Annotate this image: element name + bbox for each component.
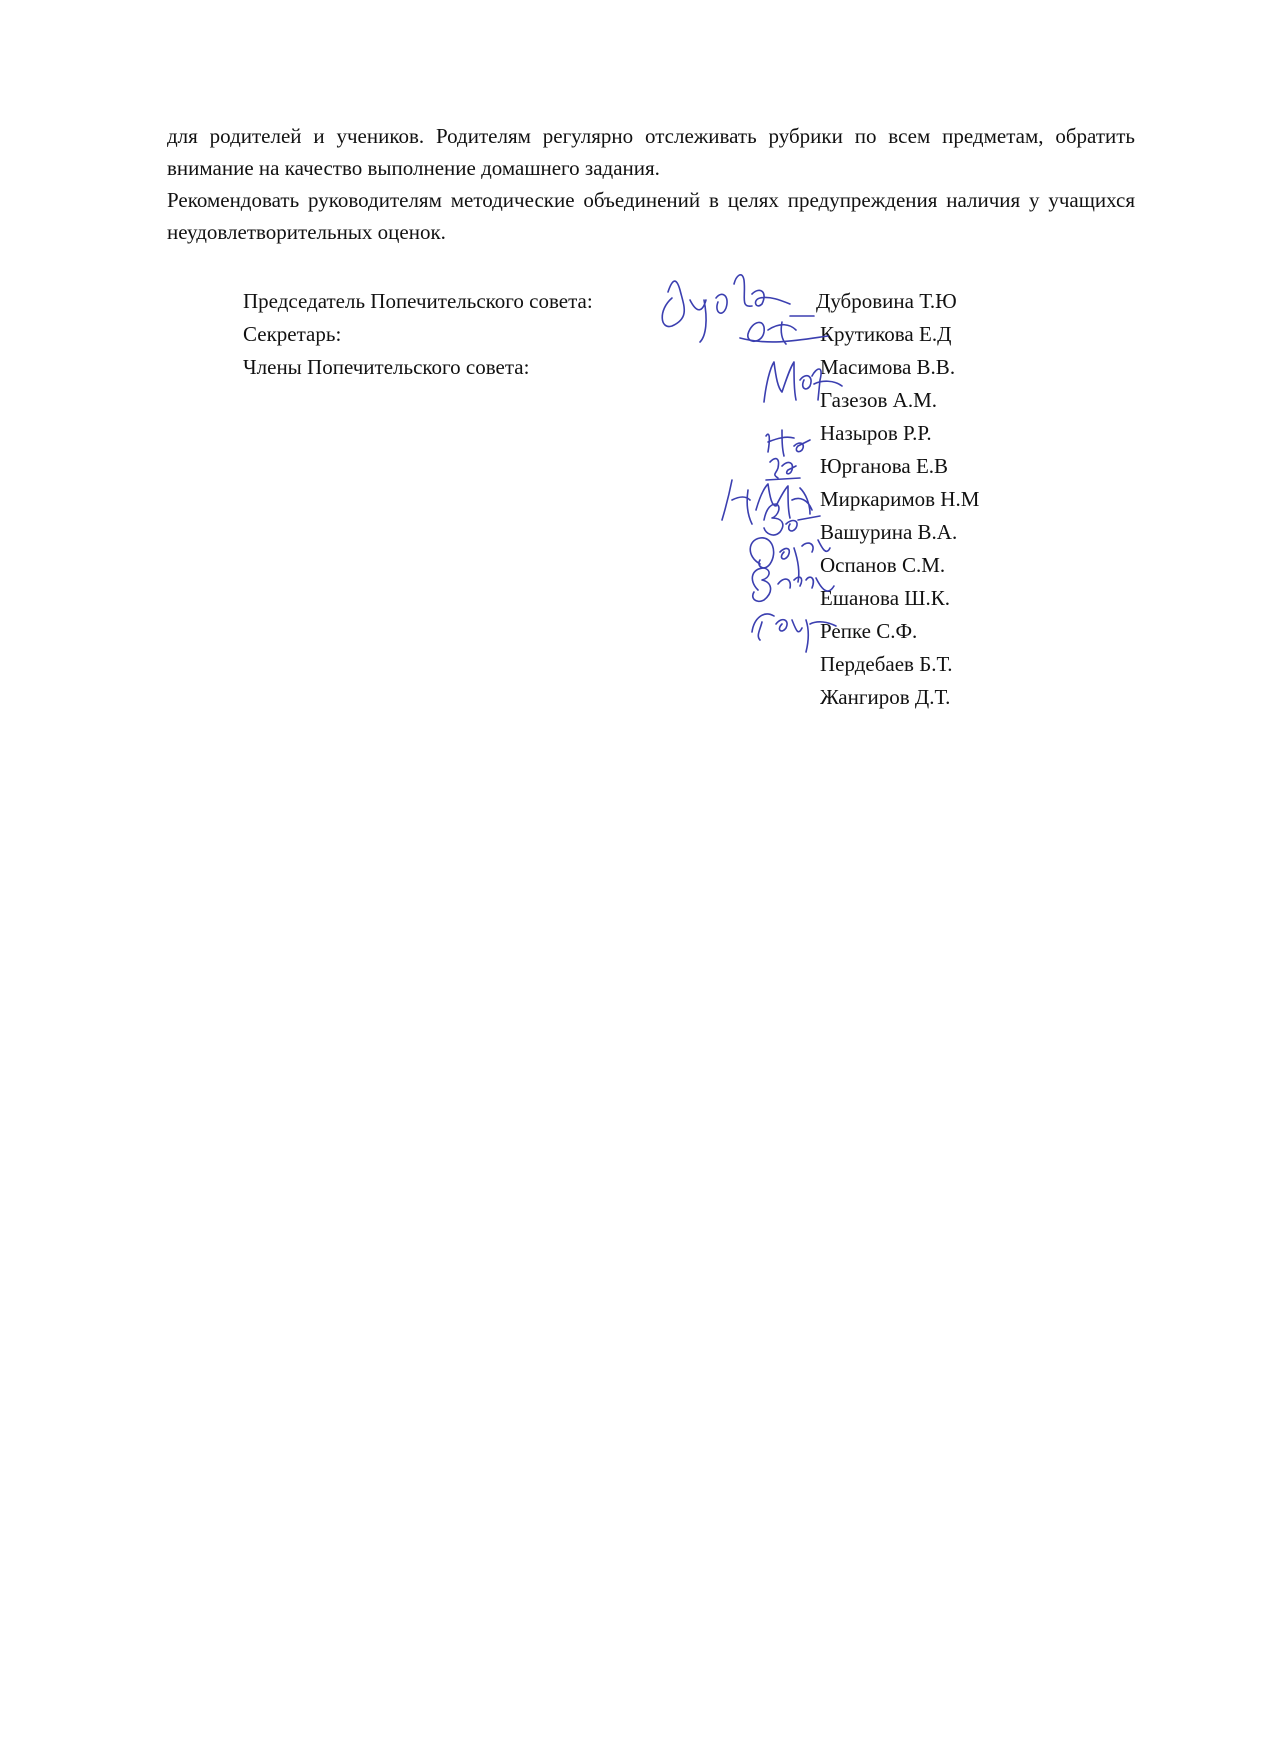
name-item: Жангиров Д.Т.: [820, 685, 951, 709]
name-item: Назыров Р.Р.: [820, 421, 932, 445]
name-item: Масимова В.В.: [820, 355, 956, 379]
role-chairman: Председатель Попечительского совета:: [243, 289, 593, 313]
name-item: Репке С.Ф.: [820, 619, 918, 643]
signature-block: [0, 285, 1276, 725]
name-item: Миркаримов Н.М: [820, 487, 980, 511]
paragraph-recommendation: Рекомендовать руководителям методические объединений в целях предупреждения наличия у учащихся неудовлетворительных оценок.: [167, 188, 1135, 244]
name-item: Газезов А.М.: [820, 388, 937, 412]
paragraph-continuation: для родителей и учеников. Родителям регулярно отслеживать рубрики по всем предметам, обратить внимание на качество выполнение домашнего задания.: [167, 124, 1135, 180]
name-item: Дубровина Т.Ю: [816, 289, 957, 313]
name-item: Вашурина В.А.: [820, 520, 958, 544]
name-item: Крутикова Е.Д: [820, 322, 952, 346]
name-item: Оспанов С.М.: [820, 553, 946, 577]
name-item: Юрганова Е.В: [820, 454, 949, 478]
body-text: [167, 120, 1135, 248]
name-item: Ешанова Ш.К.: [820, 586, 950, 610]
role-members: Члены Попечительского совета:: [243, 355, 530, 379]
names-list: [816, 285, 980, 714]
role-secretary: Секретарь:: [243, 322, 342, 346]
name-item: Пердебаев Б.Т.: [820, 652, 953, 676]
